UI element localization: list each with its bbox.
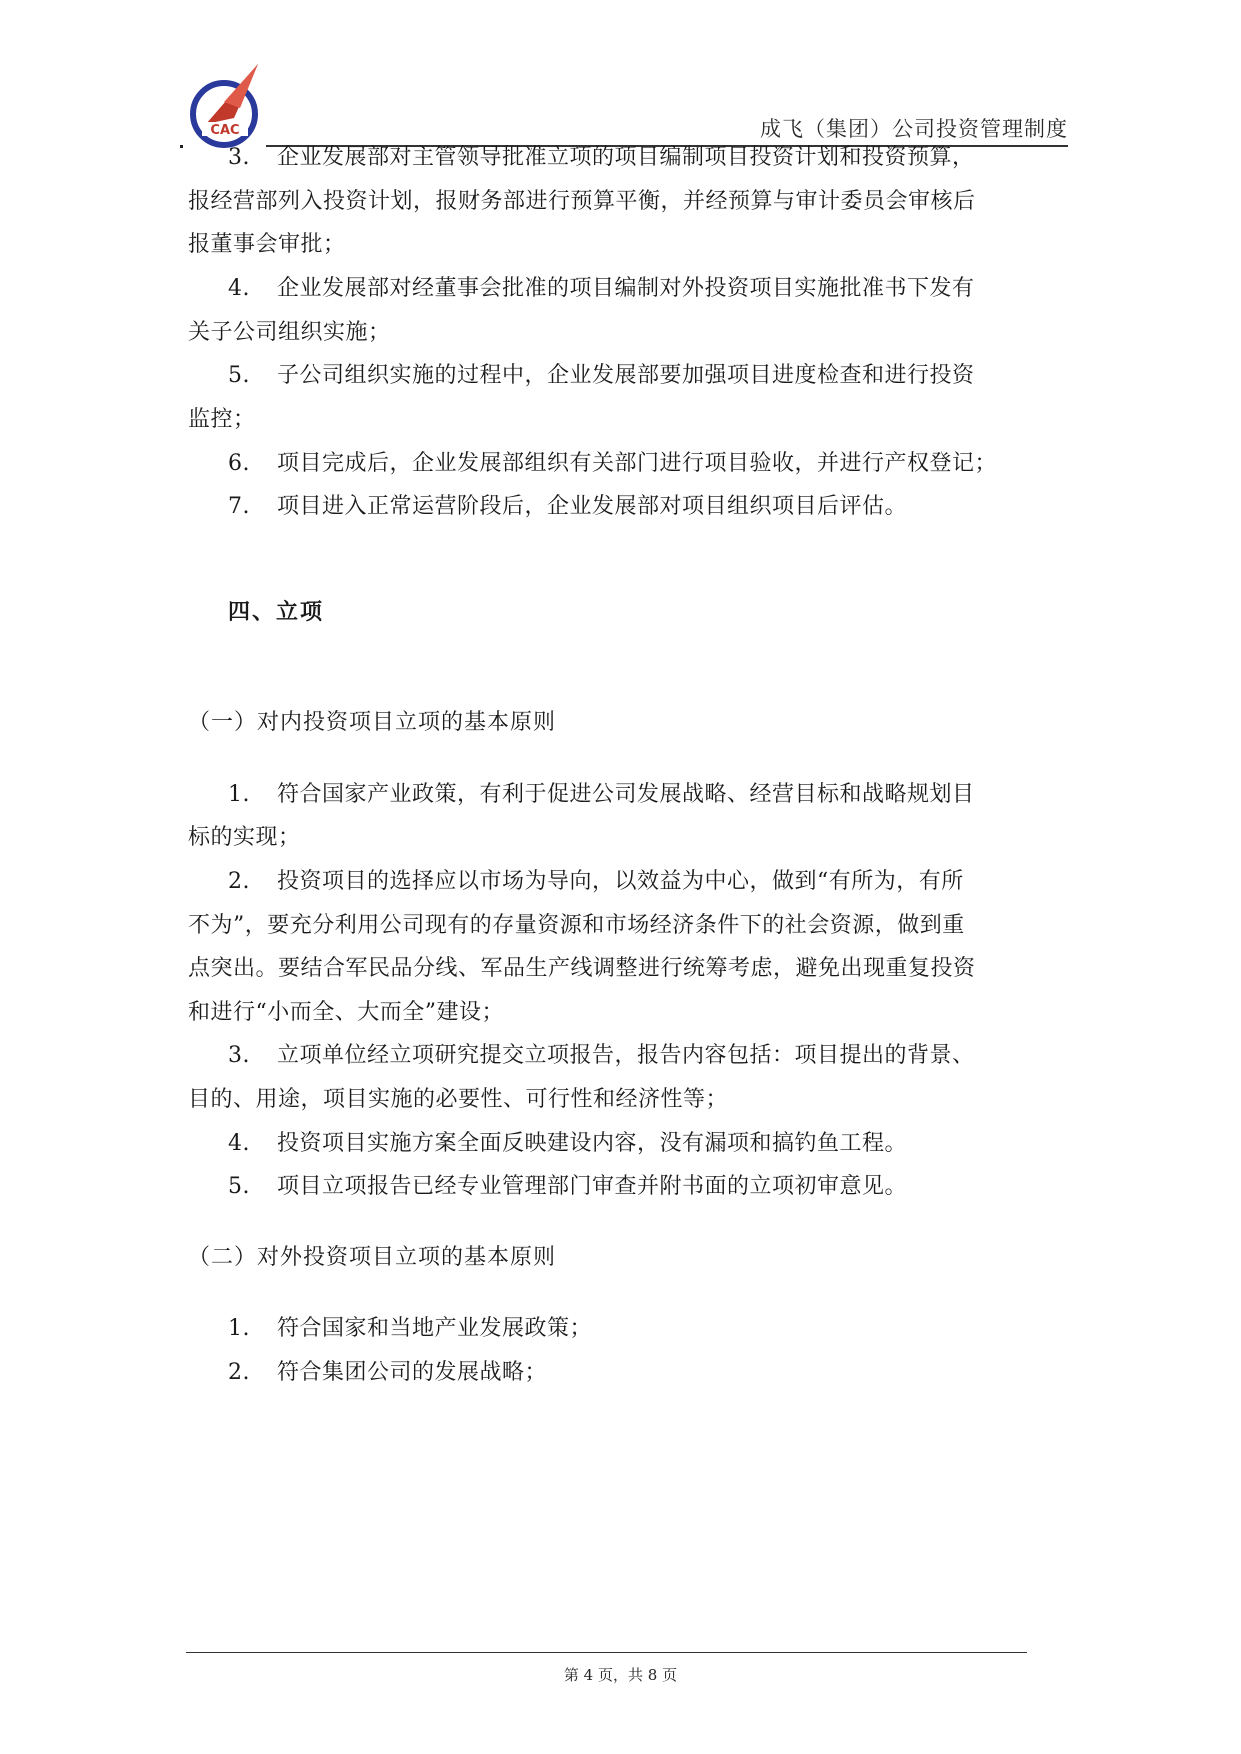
company-logo	[184, 62, 268, 158]
external-principle-2: 2. 符合集团公司的发展战略；	[228, 1360, 548, 1385]
section-heading: 四、立项	[228, 600, 325, 625]
step-5: 5. 子公司组织实施的过程中，企业发展部要加强项目进度检查和进行投资	[228, 363, 975, 388]
principle-5: 5. 项目立项报告已经专业管理部门审查并附书面的立项初审意见。	[228, 1174, 908, 1199]
principle-2-line-2: 不为”，要充分利用公司现有的存量资源和市场经济条件下的社会资源，做到重	[188, 913, 965, 938]
document-title: 成飞（集团）公司投资管理制度	[760, 117, 1068, 141]
principle-4: 4. 投资项目实施方案全面反映建设内容，没有漏项和搞钓鱼工程。	[228, 1131, 908, 1156]
step-7: 7. 项目进入正常运营阶段后，企业发展部对项目组织项目后评估。	[228, 494, 908, 519]
principle-3-line-2: 目的、用途，项目实施的必要性、可行性和经济性等；	[188, 1087, 729, 1112]
footer-rule	[186, 1652, 1027, 1653]
principle-3: 3. 立项单位经立项研究提交立项报告，报告内容包括：项目提出的背景、	[228, 1043, 975, 1068]
step-3: 3. 企业发展部对主管领导批准立项的项目编制项目投资计划和投资预算，	[228, 145, 975, 170]
subsection-2-title: （二）对外投资项目立项的基本原则	[188, 1245, 557, 1270]
step-3-line-2: 报经营部列入投资计划，报财务部进行预算平衡，并经预算与审计委员会审核后	[188, 189, 976, 214]
step-3-line-3: 报董事会审批；	[188, 232, 346, 257]
page-number: 第 4 页，共 8 页	[563, 1666, 678, 1684]
principle-1-line-2: 标的实现；	[188, 825, 301, 850]
step-5-line-2: 监控；	[188, 407, 256, 432]
principle-2-line-3: 点突出。要结合军民品分线、军品生产线调整进行统筹考虑，避免出现重复投资	[188, 956, 976, 981]
step-6: 6. 项目完成后，企业发展部组织有关部门进行项目验收，并进行产权登记；	[228, 451, 998, 476]
svg-text:CAC: CAC	[210, 123, 240, 138]
external-principle-1: 1. 符合国家和当地产业发展政策；	[228, 1316, 593, 1341]
step-4-line-2: 关子公司组织实施；	[188, 320, 391, 345]
principle-2-line-4: 和进行“小而全、大而全”建设；	[188, 1000, 504, 1025]
subsection-1-title: （一）对内投资项目立项的基本原则	[188, 710, 557, 735]
header-dot	[180, 145, 183, 148]
step-4: 4. 企业发展部对经董事会批准的项目编制对外投资项目实施批准书下发有	[228, 276, 975, 301]
principle-2: 2. 投资项目的选择应以市场为导向，以效益为中心，做到“有所为，有所	[228, 869, 964, 894]
principle-1: 1. 符合国家产业政策，有利于促进公司发展战略、经营目标和战略规划目	[228, 782, 975, 807]
